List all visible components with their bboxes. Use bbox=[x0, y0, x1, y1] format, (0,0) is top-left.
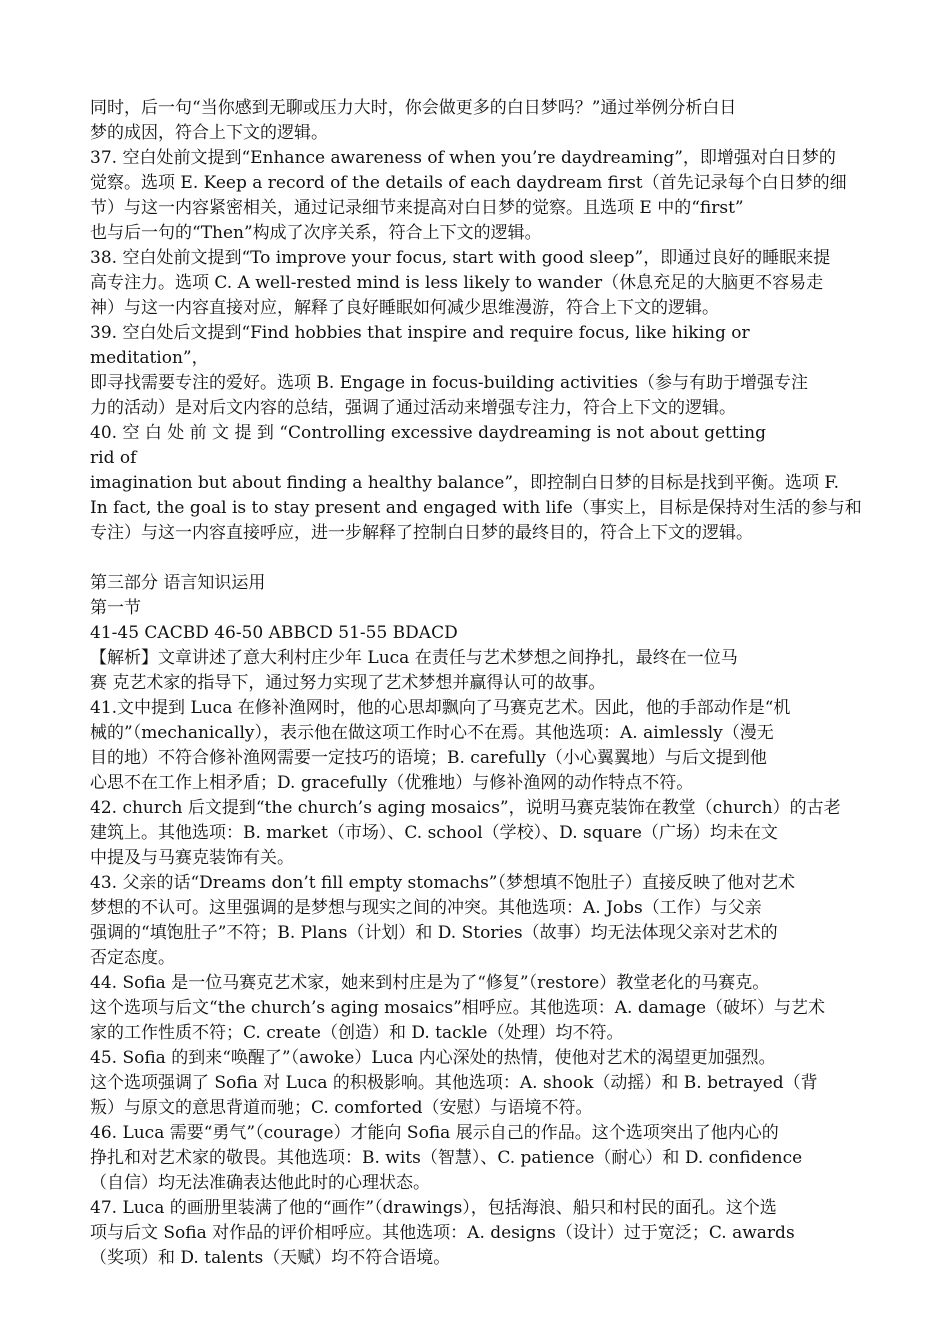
text-line: 否定态度。 bbox=[90, 948, 175, 968]
text-line: 节）与这一内容紧密相关，通过记录细节来提高对白日梦的觉察。且选项 E 中的“first” bbox=[90, 198, 744, 218]
text-line: 47. Luca 的画册里装满了他的“画作”（drawings），包括海浪、船只和村民的面孔。这个选 bbox=[90, 1198, 777, 1218]
text-line: 强调的“填饱肚子”不符；B. Plans（计划）和 D. Stories（故事）均无法体现父亲对艺术的 bbox=[90, 923, 778, 943]
text-line: 41.文中提到 Luca 在修补渔网时，他的心思却飘向了马赛克艺术。因此，他的手部动作是“机 bbox=[90, 698, 791, 718]
text-line: 家的工作性质不符；C. create（创造）和 D. tackle（处理）均不符。 bbox=[90, 1023, 624, 1043]
text-line: 也与后一句的“Then”构成了次序关系，符合上下文的逻辑。 bbox=[90, 223, 542, 243]
text-line: 44. Sofia 是一位马赛克艺术家，她来到村庄是为了“修复”（restore）教堂老化的马赛克。 bbox=[90, 973, 770, 993]
text-line: 38. 空白处前文提到“To improve your focus, start with good sleep”，即通过良好的睡眠来提 bbox=[90, 248, 831, 268]
text-line: 叛）与原文的意思背道而驰；C. comforted（安慰）与语境不符。 bbox=[90, 1098, 593, 1118]
text-line: In fact, the goal is to stay present and engaged with life（事实上，目标是保持对生活的参与和 bbox=[90, 498, 862, 518]
text-line: 同时，后一句“当你感到无聊或压力大时，你会做更多的白日梦吗？”通过举例分析白日 bbox=[90, 98, 737, 118]
text-line: 即寻找需要专注的爱好。选项 B. Engage in focus-building activities（参与有助于增强专注 bbox=[90, 373, 808, 393]
text-line: imagination but about finding a healthy balance”，即控制白日梦的目标是找到平衡。选项 F. bbox=[90, 473, 839, 493]
text-line: 觉察。选项 E. Keep a record of the details of each daydream first（首先记录每个白日梦的细 bbox=[90, 173, 847, 193]
text-line: 37. 空白处前文提到“Enhance awareness of when you’re daydreaming”，即增强对白日梦的 bbox=[90, 148, 836, 168]
text-line: 40. 空 白 处 前 文 提 到 “Controlling excessive daydreaming is not about getting bbox=[90, 423, 766, 443]
text-line: 项与后文 Sofia 对作品的评价相呼应。其他选项：A. designs（设计）过于宽泛；C. awards bbox=[90, 1223, 795, 1243]
answer-key: 41-45 CACBD 46-50 ABBCD 51-55 BDACD bbox=[90, 623, 458, 643]
blank-line bbox=[90, 546, 890, 571]
text-line: 挣扎和对艺术家的敬畏。其他选项：B. wits（智慧）、C. patience（耐心）和 D. confidence bbox=[90, 1148, 803, 1168]
text-line: 43. 父亲的话“Dreams don’t fill empty stomachs”（梦想填不饱肚子）直接反映了他对艺术 bbox=[90, 873, 795, 893]
text-line: 42. church 后文提到“the church’s aging mosaics”，说明马赛克装饰在教堂（church）的古老 bbox=[90, 798, 841, 818]
text-line: 45. Sofia 的到来“唤醒了”（awoke）Luca 内心深处的热情，使他对艺术的渴望更加强烈。 bbox=[90, 1048, 776, 1068]
text-line: 【解析】文章讲述了意大利村庄少年 Luca 在责任与艺术梦想之间挣扎，最终在一位马 bbox=[90, 648, 738, 668]
text-line: （自信）均无法准确表达他此时的心理状态。 bbox=[90, 1173, 430, 1193]
section-heading: 第三部分 语言知识运用 bbox=[90, 573, 266, 593]
text-line: 这个选项强调了 Sofia 对 Luca 的积极影响。其他选项：A. shook（动摇）和 B. betrayed（背 bbox=[90, 1073, 818, 1093]
text-line: 39. 空白处后文提到“Find hobbies that inspire and require focus, like hiking or bbox=[90, 323, 750, 343]
text-line: 械的”（mechanically），表示他在做这项工作时心不在焉。其他选项：A. aimlessly（漫无 bbox=[90, 723, 774, 743]
text-line: 46. Luca 需要“勇气”（courage）才能向 Sofia 展示自己的作品。这个选项突出了他内心的 bbox=[90, 1123, 779, 1143]
text-line: 目的地）不符合修补渔网需要一定技巧的语境；B. carefully（小心翼翼地）与后文提到他 bbox=[90, 748, 767, 768]
subsection-heading: 第一节 bbox=[90, 598, 141, 618]
text-line: meditation”， bbox=[90, 348, 209, 368]
text-line: 梦想的不认可。这里强调的是梦想与现实之间的冲突。其他选项：A. Jobs（工作）与父亲 bbox=[90, 898, 762, 918]
text-line: 专注）与这一内容直接呼应，进一步解释了控制白日梦的最终目的，符合上下文的逻辑。 bbox=[90, 523, 753, 543]
text-line: 中提及与马赛克装饰有关。 bbox=[90, 848, 294, 868]
text-line: 心思不在工作上相矛盾；D. gracefully（优雅地）与修补渔网的动作特点不符。 bbox=[90, 773, 694, 793]
document-page bbox=[90, 96, 890, 1271]
text-line: rid of bbox=[90, 448, 137, 468]
text-line: 赛 克艺术家的指导下，通过努力实现了艺术梦想并赢得认可的故事。 bbox=[90, 673, 606, 693]
text-line: 梦的成因，符合上下文的逻辑。 bbox=[90, 123, 328, 143]
text-line: 神）与这一内容直接对应，解释了良好睡眠如何减少思维漫游，符合上下文的逻辑。 bbox=[90, 298, 719, 318]
text-line: 高专注力。选项 C. A well-rested mind is less likely to wander（休息充足的大脑更不容易走 bbox=[90, 273, 824, 293]
text-line: 建筑上。其他选项：B. market（市场）、C. school（学校）、D. square（广场）均未在文 bbox=[90, 823, 778, 843]
text-line: 力的活动）是对后文内容的总结，强调了通过活动来增强专注力，符合上下文的逻辑。 bbox=[90, 398, 736, 418]
text-line: 这个选项与后文“the church’s aging mosaics”相呼应。其他选项：A. damage（破坏）与艺术 bbox=[90, 998, 826, 1018]
text-line: （奖项）和 D. talents（天赋）均不符合语境。 bbox=[90, 1248, 451, 1268]
